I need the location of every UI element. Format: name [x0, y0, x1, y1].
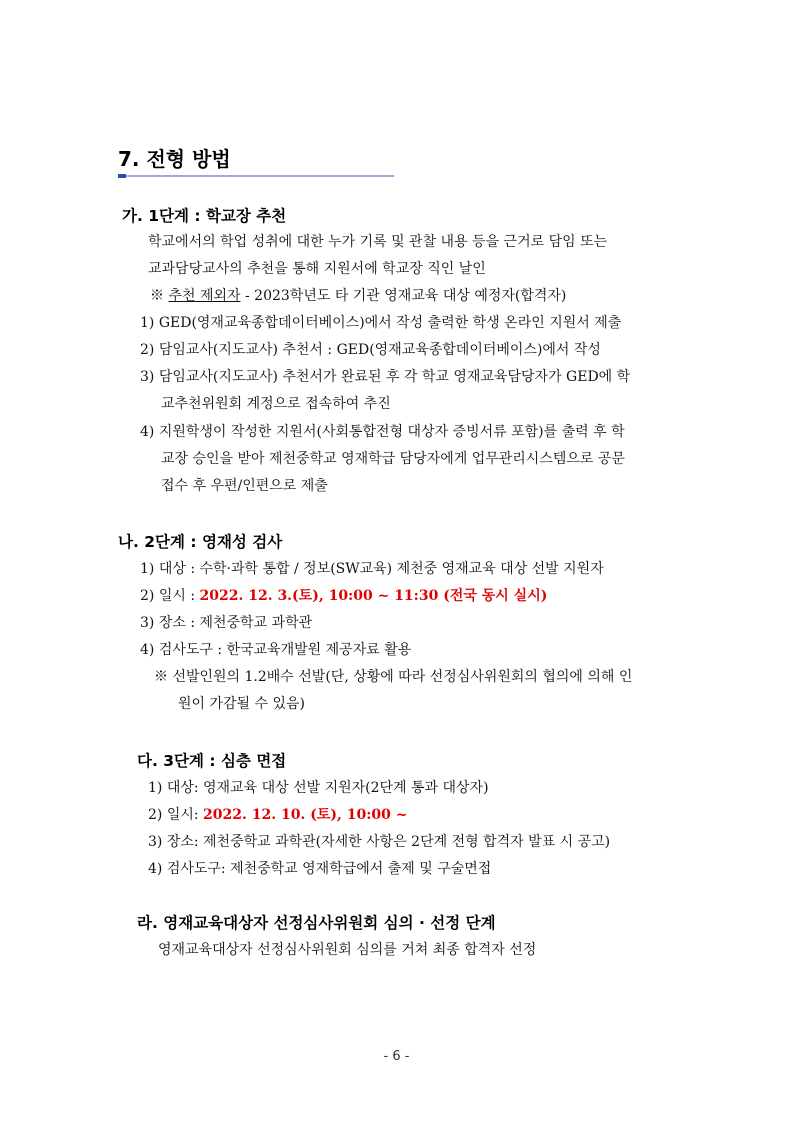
step1-item1: 1) GED(영재교육종합데이터베이스)에서 작성 출력한 학생 온라인 지원서 제출: [140, 315, 622, 331]
step3-item1: 1) 대상: 영재교육 대상 선발 지원자(2단계 통과 대상자): [148, 780, 489, 796]
page-number: - 6 -: [383, 1049, 410, 1064]
step1-item4-line2: 교장 승인을 받아 제천중학교 영재학급 담당자에게 업무관리시스템으로 공문: [161, 451, 625, 467]
step3-heading: 다. 3단계 : 심층 면접: [137, 752, 287, 770]
step2-heading: 나. 2단계 : 영재성 검사: [118, 533, 283, 551]
step1-intro-line2: 교과담당교사의 추천을 통해 지원서에 학교장 직인 날인: [148, 261, 486, 277]
step1-item3-line1: 3) 담임교사(지도교사) 추천서가 완료된 후 각 학교 영재교육담당자가 GED에 학: [140, 369, 631, 385]
step4-body: 영재교육대상자 선정심사위원회 심의를 거쳐 최종 합격자 선정: [158, 942, 537, 958]
step2-note-line1: ※ 선발인원의 1.2배수 선발(단, 상황에 따라 선정심사위원회의 협의에 의해 인: [154, 669, 633, 685]
step2-item4: 4) 검사도구 : 한국교육개발원 제공자료 활용: [140, 642, 412, 658]
step1-note: [150, 287, 566, 305]
step1-item4-line1: 4) 지원학생이 작성한 지원서(사회통합전형 대상자 증빙서류 포함)를 출력 후 학: [140, 424, 625, 440]
step2-item1: 1) 대상 : 수학·과학 통합 / 정보(SW교육) 제천중 영재교육 대상 선발 지원자: [140, 561, 604, 577]
step4-heading: 라. 영재교육대상자 선정심사위원회 심의 · 선정 단계: [137, 914, 496, 932]
step1-item3-line2: 교추천위원회 계정으로 접속하여 추진: [161, 396, 391, 412]
note-label: 추천 제외자: [168, 288, 241, 304]
step1-heading: 가. 1단계 : 학교장 추천: [122, 207, 287, 225]
step2-item3: 3) 장소 : 제천중학교 과학관: [140, 615, 313, 631]
note-mark: ※: [150, 288, 164, 304]
section-title: 7. 전형 방법: [118, 147, 231, 171]
step1-intro-line1: 학교에서의 학업 성취에 대한 누가 기록 및 관찰 내용 등을 근거로 담임 또는: [148, 234, 608, 250]
title-rule-accent: [118, 174, 126, 178]
step1-item2: 2) 담임교사(지도교사) 추천서 : GED(영재교육종합데이터베이스)에서 작성: [140, 342, 601, 358]
step2-item2-value: 2022. 12. 3.(토), 10:00 ~ 11:30 (전국 동시 실시): [199, 588, 548, 604]
step1-item4-line3: 접수 후 우편/인편으로 제출: [161, 478, 328, 494]
step2-item2: [140, 587, 547, 605]
step3-item2-label: 2) 일시:: [148, 807, 204, 823]
title-rule: [126, 175, 394, 177]
note-rest: - 2023학년도 타 기관 영재교육 대상 예정자(합격자): [240, 288, 567, 304]
step3-item4: 4) 검사도구: 제천중학교 영재학급에서 출제 및 구술면접: [148, 861, 492, 877]
step3-item3: 3) 장소: 제천중학교 과학관(자세한 사항은 2단계 전형 합격자 발표 시 공고): [148, 834, 611, 850]
step2-note-line2: 원이 가감될 수 있음): [178, 696, 306, 712]
step3-item2: [148, 806, 407, 824]
step3-item2-value: 2022. 12. 10. (토), 10:00 ~: [203, 807, 408, 823]
step2-item2-label: 2) 일시 :: [140, 588, 200, 604]
